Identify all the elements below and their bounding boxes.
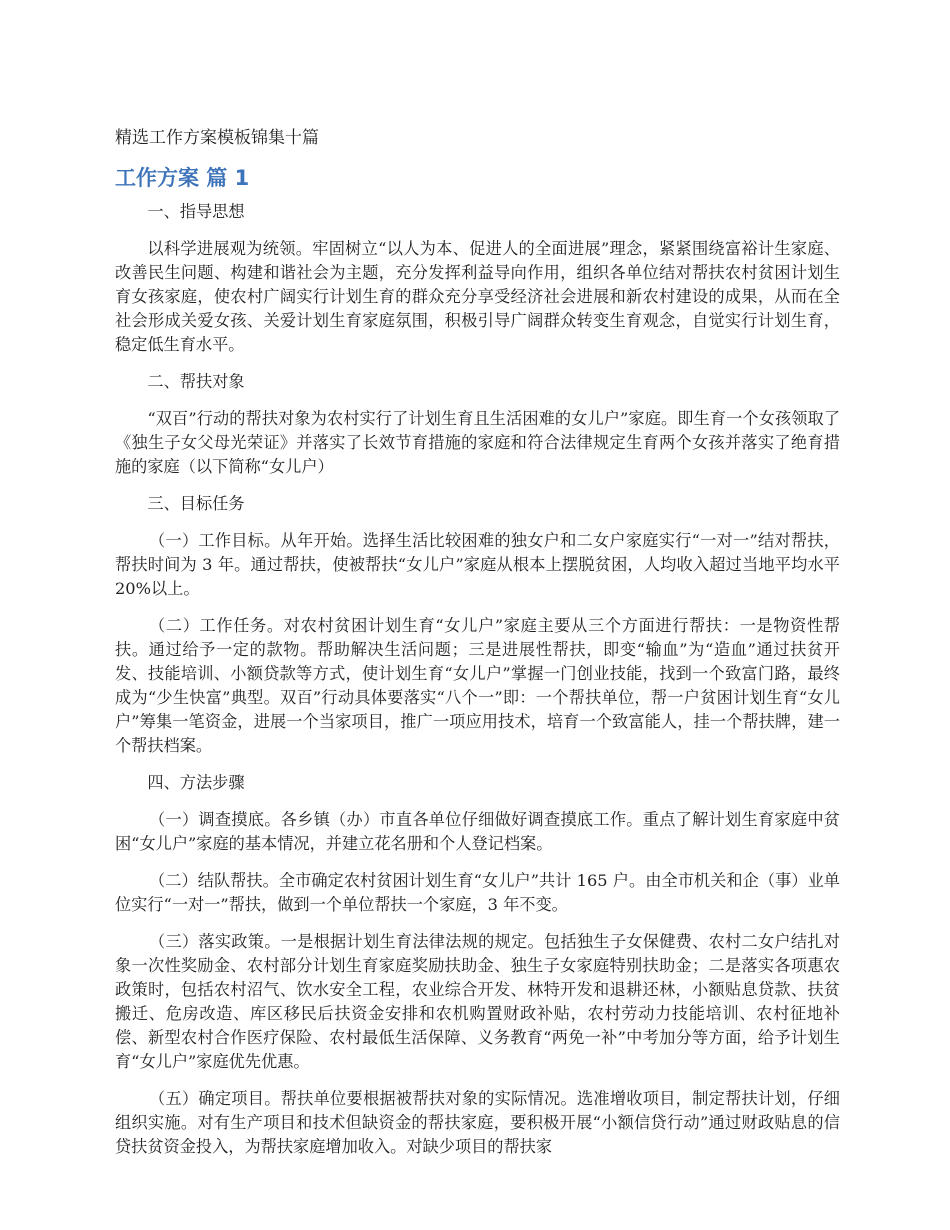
paragraph-guiding-ideology: 以科学进展观为统领。牢固树立“以人为本、促进人的全面进展”理念，紧紧围绕富裕计生家庭、改善民生问题、构建和谐社会为主题，充分发挥利益导向作用，组织各单位结对帮扶农村贫困计划生育女孩家庭，使农村广阔实行计划生育的群众充分享受经济社会进展和新农村建设的成果，从而在全社会形成关爱女孩、关爱计划生育家庭氛围，积极引导广阔群众转变生育观念，自觉实行计划生育，稳定低生育水平。: [115, 239, 840, 354]
paragraph-projects: （五）确定项目。帮扶单位要根据被帮扶对象的实际情况。选准增收项目，制定帮扶计划，仔细组织实施。对有生产项目和技术但缺资金的帮扶家庭，要积极开展“小额信贷行动”通过财政贴息的信贷扶贫资金投入，为帮扶家庭增加收入。对缺少项目的帮扶家: [115, 1089, 840, 1156]
paragraph-pairing: （二）结队帮扶。全市确定农村贫困计划生育“女儿户”共计 165 户。由全市机关和企（事）业单位实行“一对一”帮扶，做到一个单位帮扶一个家庭，3 年不变。: [115, 871, 840, 914]
section-heading: 工作方案 篇 1: [115, 166, 250, 190]
document-title: 精选工作方案模板锦集十篇: [115, 128, 319, 148]
heading-goals-tasks: 三、目标任务: [147, 494, 245, 513]
paragraph-survey: （一）调查摸底。各乡镇（办）市直各单位仔细做好调查摸底工作。重点了解计划生育家庭中贫困“女儿户”家庭的基本情况，并建立花名册和个人登记档案。: [115, 810, 840, 853]
heading-methods-steps: 四、方法步骤: [147, 773, 245, 792]
heading-assistance-targets: 二、帮扶对象: [147, 372, 245, 391]
document-body: [115, 200, 840, 1172]
paragraph-work-goal: （一）工作目标。从年开始。选择生活比较困难的独女户和二女户家庭实行“一对一”结对帮扶，帮扶时间为 3 年。通过帮扶，使被帮扶“女儿户”家庭从根本上摆脱贫困，人均收入超过当地平均水平 20%以上。: [115, 531, 840, 598]
paragraph-policy: （三）落实政策。一是根据计划生育法律法规的规定。包括独生子女保健费、农村二女户结扎对象一次性奖励金、农村部分计划生育家庭奖励扶助金、独生子女家庭特别扶助金；二是落实各项惠农政策时，包括农村沼气、饮水安全工程，农业综合开发、林特开发和退耕还林，小额贴息贷款、扶贫搬迁、危房改造、库区移民后扶资金安排和农机购置财政补贴，农村劳动力技能培训、农村征地补偿、新型农村合作医疗保险、农村最低生活保障、义务教育“两免一补”中考加分等方面，给予计划生育“女儿户”家庭优先优惠。: [115, 932, 840, 1071]
paragraph-work-task: （二）工作任务。对农村贫困计划生育“女儿户”家庭主要从三个方面进行帮扶：一是物资性帮扶。通过给予一定的款物。帮助解决生活问题；三是进展性帮扶，即变“输血”为“造血”通过扶贫开发、技能培训、小额贷款等方式，使计划生育“女儿户”掌握一门创业技能，找到一个致富门路，最终成为“少生快富”典型。双百”行动具体要落实“八个一”即：一个帮扶单位，帮一户贫困计划生育“女儿户”筹集一笔资金，进展一个当家项目，推广一项应用技术，培育一个致富能人，挂一个帮扶牌，建一个帮扶档案。: [115, 616, 840, 755]
heading-guiding-ideology: 一、指导思想: [147, 202, 245, 221]
paragraph-assistance-targets: “双百”行动的帮扶对象为农村实行了计划生育且生活困难的女儿户”家庭。即生育一个女孩领取了《独生子女父母光荣证》并落实了长效节育措施的家庭和符合法律规定生育两个女孩并落实了绝育措施的家庭（以下简称“女儿户）: [115, 409, 840, 476]
